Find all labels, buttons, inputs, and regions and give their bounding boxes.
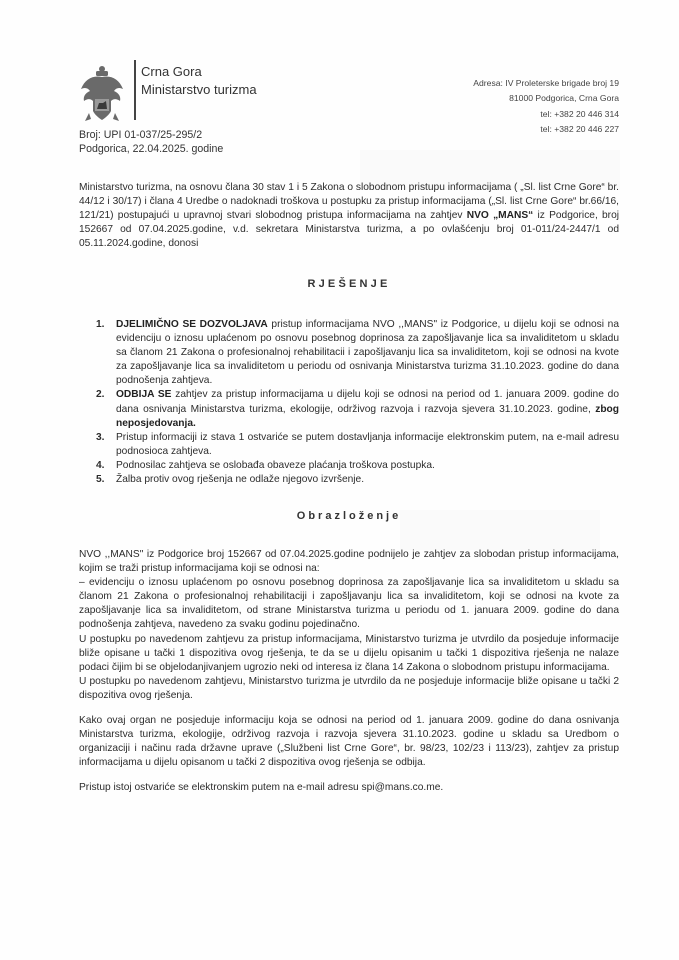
decision-item bbox=[92, 318, 619, 388]
decision-item bbox=[92, 473, 619, 487]
decision-list bbox=[92, 318, 619, 487]
address-block bbox=[473, 76, 619, 137]
reasoning-paragraph: U postupku po navedenom zahtjevu za pristup informacijama, Ministarstvo turizma je utvrdilo da posjeduje informacije bliže opisane u tački 1 dispozitiva ovog rješenja, te da se u dijelu opisanim u tački 1 dispozitiva rješenja ne nalaze podaci čijim bi se objelodanjivanjem ugrozio neki od interesa iz člana 14 Zakona o slobodnom pristupu informacijama. bbox=[79, 633, 619, 673]
reasoning-paragraph: NVO ,,MANS" iz Podgorice broj 152667 od 07.04.2025.godine podnijelo je zahtjev za slobodan pristup informacijama, kojim se traži pristup informacijama koji se odnosi na: bbox=[79, 549, 619, 575]
reasoning-bullet: – evidenciju o iznosu uplaćenom po osnovu posebnog doprinosa za zapošljavanje lica sa invaliditetom u skladu sa članom 21 Zakona o profesionalnoj rehabilitaciji i zapošljavanju lica sa invaliditetom, koji se odnosi na kvote za zapošljavanje lica sa invaliditetom, od strane Ministarstva turizma u periodu od 1. januara 2009. godine do dana podnošenja zahtjeva, navedeno za svaku godinu pojedinačno. bbox=[79, 577, 619, 631]
item-bold-lead: ODBIJA SE bbox=[116, 389, 172, 401]
item-bold-lead: DJELIMIČNO SE DOZVOLJAVA bbox=[116, 319, 268, 330]
reasoning-paragraph bbox=[79, 781, 619, 795]
item-text: zahtjev za pristup informacijama u dijelu koji se odnosi na period od 1. januara 2009. godine do dana osnivanja Ministarstva turizma, ekologije, održivog razvoja i razvoja sjevera 31.10.2023. godine, bbox=[116, 389, 619, 415]
item-number: 4. bbox=[96, 459, 105, 471]
access-text: . bbox=[440, 782, 444, 794]
decision-title: RJEŠENJE bbox=[307, 278, 391, 290]
address-line: 81000 Podgorica, Crna Gora bbox=[509, 93, 619, 104]
reasoning-section bbox=[79, 548, 619, 796]
decision-item bbox=[92, 388, 619, 430]
phone-line: tel: +382 20 446 227 bbox=[540, 123, 619, 134]
preamble-text: Ministarstvo turizma, na osnovu člana 30 stav 1 i 5 Zakona o slobodnom pristupu informacijama ( „Sl. list Crne Gore“ br. 44/12 i 30/17) i člana 4 Uredbe o nadoknadi troškova u postupku za pristup informacijama („Sl. list Crne Gore“ br.66/16, 121/21) postupajući u upravnoj stvari slobodnog pristupa informacijama na zahtjev bbox=[79, 182, 619, 222]
item-number: 3. bbox=[96, 431, 105, 443]
item-bold-tail: zbog neposjedovanja. bbox=[116, 403, 619, 429]
reasoning-paragraph: U postupku po navedenom zahtjevu, Ministarstvo turizma je utvrdilo da ne posjeduje informacije bliže opisane u tački 2 dispozitiva ovog rješenja. bbox=[79, 675, 619, 701]
montenegro-coat-of-arms-icon bbox=[79, 63, 125, 125]
requester-name: NVO „MANS“ bbox=[466, 210, 534, 222]
ministry-name: Ministarstvo turizma bbox=[141, 82, 257, 97]
requester-email: spi@mans.co.me bbox=[361, 782, 441, 794]
item-text: Žalba protiv ovog rješenja ne odlaže njegovo izvršenje. bbox=[116, 474, 365, 486]
item-number: 5. bbox=[96, 474, 105, 486]
phone-line: tel: +382 20 446 314 bbox=[540, 108, 619, 119]
decision-item bbox=[92, 431, 619, 459]
item-text: pristup informacijama NVO ,,MANS" iz Podgorice, u dijelu koji se odnosi na evidenciju o iznosu uplaćenom po osnovu posebnog doprinosa za zapošljavanje lica sa invaliditetom u skladu sa članom 21 Zakona o profesionalnoj rehabilitacii i zapošljavanju lica sa invaliditetom, koji se odnosi na kvote za zapošljavanje lica sa invaliditetom u periodu od osnivanja Ministarstva turizma 31.10.2023. godine do dana podnošenja zahtjeva. bbox=[116, 319, 619, 387]
reasoning-paragraph: Kako ovaj organ ne posjeduje informaciju koja se odnosi na period od 1. januara 2009. godine do dana osnivanja Ministarstva turizma, ekologije, održivog razvoja i razvoja sjevera 31.10.2023. godine u skladu sa Uredbom o organizaciji i načinu rada državne uprave („Službeni list Crne Gore“, br. 98/23, 102/23 i 113/23), zahtjev za pristup informacijama u dijelu opisanom u tački 2 dispozitiva ovog rješenja se odbija. bbox=[79, 715, 619, 769]
preamble-paragraph bbox=[79, 181, 619, 251]
reference-block bbox=[79, 128, 223, 156]
item-number: 2. bbox=[96, 389, 105, 401]
spacer bbox=[79, 770, 619, 781]
preamble-text: iz Podgorice, broj 152667 od 07.04.2025.godine, v.d. sekretara Ministarstva turizma, a po ovlašćenju broj 01-011/24-2447/1 od 05.11.2024.godine, donosi bbox=[79, 210, 620, 250]
item-text: Pristup informaciji iz stava 1 ostvariće se putem dostavljanja informacije elektronskim putem, na e-mail adresu podnosioca zahtjeva. bbox=[116, 431, 619, 457]
decision-item bbox=[92, 459, 619, 473]
address-line: Adresa: IV Proleterske brigade broj 19 bbox=[473, 78, 619, 88]
place-date: Podgorica, 22.04.2025. godine bbox=[79, 143, 224, 155]
issuer-block bbox=[141, 63, 257, 99]
country-name: Crna Gora bbox=[141, 64, 202, 79]
header-divider bbox=[134, 60, 136, 120]
spacer bbox=[79, 703, 619, 714]
reasoning-title: Obrazloženje bbox=[296, 510, 402, 522]
item-text: Podnosilac zahtjeva se oslobađa obaveze plaćanja troškova postupka. bbox=[116, 459, 435, 471]
reference-number: Broj: UPI 01-037/25-295/2 bbox=[79, 129, 203, 141]
item-number: 1. bbox=[96, 319, 105, 330]
access-text: Pristup istoj ostvariće se elektronskim putem na e-mail adresu bbox=[79, 782, 362, 794]
